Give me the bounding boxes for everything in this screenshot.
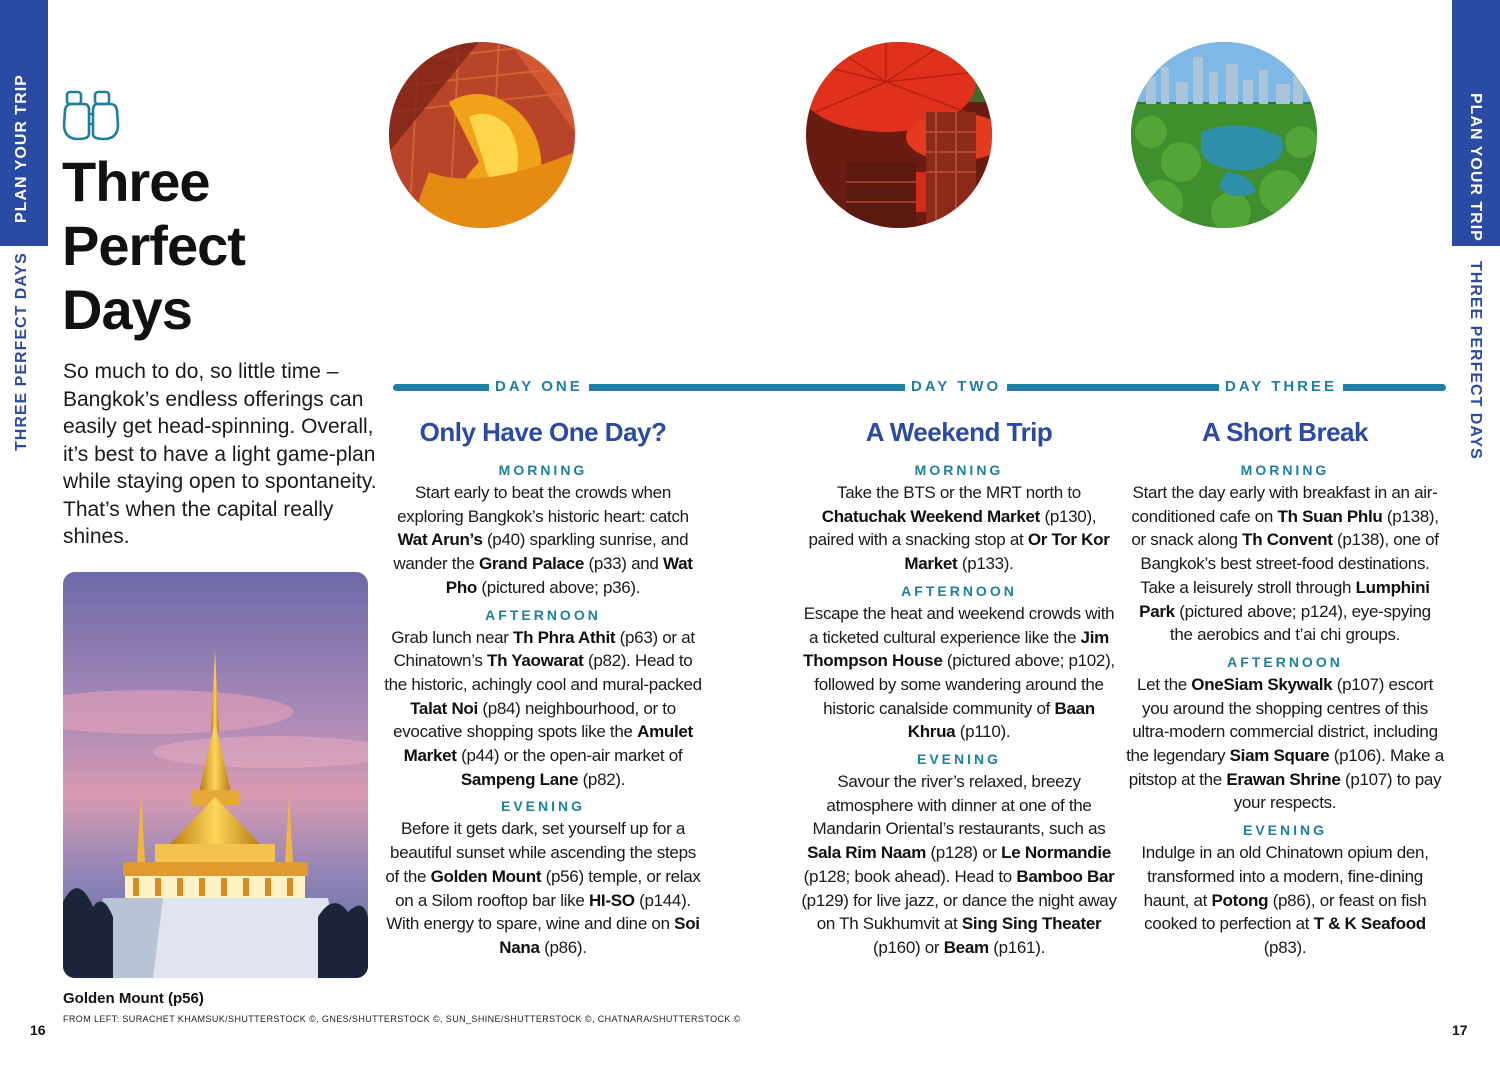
- text-run: (p63) or at Chinatown’s: [393, 627, 695, 671]
- section-text: [382, 481, 704, 600]
- text-run: (p128; book ahead). Head to: [803, 866, 1017, 886]
- side-section-right-label: THREE PERFECT DAYS: [1467, 261, 1484, 460]
- side-section-left-label: THREE PERFECT DAYS: [13, 252, 30, 451]
- text-run: Grab lunch near: [391, 627, 514, 647]
- text-run: (p130), paired with a snacking stop at: [808, 506, 1097, 550]
- section-heading: MORNING: [498, 462, 588, 478]
- day-label-one: DAY ONE: [489, 378, 589, 395]
- text-run: (p129) for live jazz, or dance the night away on Th Sukhumvit at: [801, 890, 1117, 934]
- text-run: (p138), or snack along: [1131, 506, 1439, 550]
- section-text: [1126, 841, 1444, 960]
- section-text: [800, 481, 1118, 576]
- place-name: Grand Palace: [478, 554, 585, 574]
- text-run: (pictured above; p36).: [477, 577, 641, 597]
- text-run: (p138), one of Bangkok’s best street-food destinations. Take a leisurely stroll through: [1140, 530, 1439, 597]
- text-run: (p133).: [957, 554, 1014, 574]
- place-name: HI-SO: [588, 890, 635, 910]
- place-name: Th Phra Athit: [513, 627, 616, 647]
- place-name: Siam Square: [1229, 746, 1330, 766]
- section-heading: EVENING: [500, 798, 585, 815]
- place-name: Golden Mount: [430, 866, 542, 886]
- text-run: (p161).: [988, 937, 1045, 957]
- day-two-column: [800, 413, 1118, 966]
- side-tab-right-label: PLAN YOUR TRIP: [1467, 93, 1484, 242]
- page-number-right: 17: [1452, 1022, 1468, 1038]
- place-name: Chatuchak Weekend Market: [821, 506, 1041, 526]
- text-run: (pictured above; p124), eye-spying the aerobics and t’ai chi groups.: [1169, 601, 1431, 645]
- page-title: Three Perfect Days: [62, 150, 245, 341]
- text-run: (p107) to pay your respects.: [1233, 769, 1442, 813]
- section-heading: AFTERNOON: [901, 582, 1017, 599]
- text-run: Take the BTS or the MRT north to: [837, 483, 1081, 502]
- day-three-column: [1126, 413, 1444, 966]
- place-name: Wat Arun’s: [397, 530, 483, 550]
- place-name: Wat Pho: [445, 554, 693, 597]
- photo-caption: Golden Mount (p56): [63, 990, 204, 1007]
- text-run: (pictured above; p102), followed by some wandering around the historic canalside community of: [814, 651, 1115, 718]
- side-tab-left-label: PLAN YOUR TRIP: [13, 74, 30, 223]
- text-run: (p82). Head to the historic, achingly cool and mural-packed: [384, 651, 702, 694]
- lumphini-park-photo: [1131, 42, 1317, 228]
- day-title: A Short Break: [1202, 417, 1368, 447]
- day-label-three: DAY THREE: [1219, 378, 1343, 395]
- day-label-two: DAY TWO: [905, 378, 1007, 395]
- place-name: Sala Rim Naam: [807, 843, 927, 863]
- day-one-column: [382, 413, 704, 966]
- text-run: (p56) temple, or relax on a Silom rooftop bar like: [395, 866, 701, 910]
- section-text: [382, 626, 704, 792]
- place-name: Th Convent: [1242, 530, 1333, 550]
- text-run: Before it gets dark, set yourself up for a beautiful sunset while ascending the steps of the: [385, 819, 696, 886]
- text-run: (p107) escort you around the shopping centres of this ultra-modern commercial district, including the legendary: [1126, 674, 1438, 766]
- section-text: [382, 817, 704, 959]
- section-text: [800, 602, 1118, 744]
- reclining-buddha-photo: [389, 42, 575, 228]
- text-run: Indulge in an old Chinatown opium den, transformed into a modern, fine-dining haunt, at: [1141, 843, 1429, 910]
- red-umbrellas-photo: [806, 42, 992, 228]
- text-run: (p110).: [955, 722, 1011, 742]
- section-heading: EVENING: [1242, 822, 1327, 839]
- section-text: [1126, 673, 1444, 815]
- text-run: (p44) or the open-air market of: [456, 746, 683, 766]
- text-run: (p40) sparkling sunrise, and wander the: [393, 530, 689, 574]
- place-name: Soi Nana: [499, 914, 700, 957]
- photo-credits: FROM LEFT: SURACHET KHAMSUK/SHUTTERSTOCK ©, GNES/SHUTTERSTOCK ©, SUN_SHINE/SHUTTERSTOCK ©, CHATNARA/SHUTTERSTOCK ©: [63, 1014, 741, 1024]
- text-run: (p106). Make a pitstop at the: [1128, 746, 1444, 789]
- section-heading: EVENING: [916, 751, 1001, 768]
- golden-mount-photo: [63, 572, 368, 978]
- page-number-left: 16: [30, 1022, 46, 1038]
- place-name: Le Normandie: [1001, 843, 1111, 863]
- place-name: Or Tor Kor Market: [904, 530, 1110, 574]
- place-name: OneSiam Skywalk: [1191, 674, 1333, 694]
- section-heading: MORNING: [914, 462, 1004, 478]
- text-run: (p84) neighbourhood, or to evocative shopping spots like the: [393, 698, 676, 742]
- place-name: Potong: [1211, 890, 1269, 910]
- text-run: (p83).: [1263, 937, 1307, 957]
- text-run: (p33) and: [584, 554, 663, 574]
- day-title: Only Have One Day?: [419, 417, 667, 447]
- place-name: Beam: [943, 937, 989, 957]
- text-run: Escape the heat and weekend crowds with a ticketed cultural experience like the: [803, 603, 1115, 647]
- text-run: (p128) or: [926, 843, 1002, 863]
- place-name: Sampeng Lane: [460, 769, 579, 789]
- place-name: Sing Sing Theater: [961, 914, 1102, 934]
- section-heading: AFTERNOON: [1227, 653, 1343, 670]
- text-run: Let the: [1136, 674, 1192, 694]
- binoculars-icon: [62, 88, 132, 142]
- place-name: Erawan Shrine: [1226, 769, 1341, 789]
- section-text: [1126, 481, 1444, 647]
- place-name: T & K Seafood: [1313, 914, 1426, 934]
- section-text: [800, 770, 1118, 960]
- place-name: Amulet Market: [403, 722, 693, 766]
- section-heading: AFTERNOON: [485, 606, 601, 623]
- place-name: Baan Khrua: [907, 698, 1095, 742]
- day-title: A Weekend Trip: [865, 417, 1053, 447]
- text-run: (p86).: [539, 937, 587, 957]
- place-name: Th Yaowarat: [486, 651, 584, 671]
- text-run: Start the day early with breakfast in an air-conditioned cafe on: [1131, 483, 1438, 526]
- text-run: Start early to beat the crowds when exploring Bangkok’s historic heart: catch: [397, 483, 689, 526]
- text-run: (p144). With energy to spare, wine and dine on: [386, 890, 691, 934]
- place-name: Jim Thompson House: [803, 627, 1109, 671]
- intro-paragraph: So much to do, so little time – Bangkok’s endless offerings can easily get head-spinning. Overall, it’s best to have a light game-plan while staying open to spontaneity. That’s when the capital really shines.: [63, 360, 377, 548]
- place-name: Bamboo Bar: [1016, 866, 1115, 886]
- section-heading: MORNING: [1240, 462, 1330, 478]
- text-run: (p82).: [578, 769, 626, 789]
- place-name: Talat Noi: [410, 698, 478, 718]
- text-run: (p160) or: [873, 937, 944, 957]
- text-run: (p86), or feast on fish cooked to perfection at: [1144, 890, 1427, 934]
- place-name: Th Suan Phlu: [1277, 506, 1383, 526]
- text-run: Savour the river’s relaxed, breezy atmosphere with dinner at one of the Mandarin Oriental’s restaurants, such as: [812, 772, 1106, 839]
- place-name: Lumphini Park: [1139, 577, 1430, 621]
